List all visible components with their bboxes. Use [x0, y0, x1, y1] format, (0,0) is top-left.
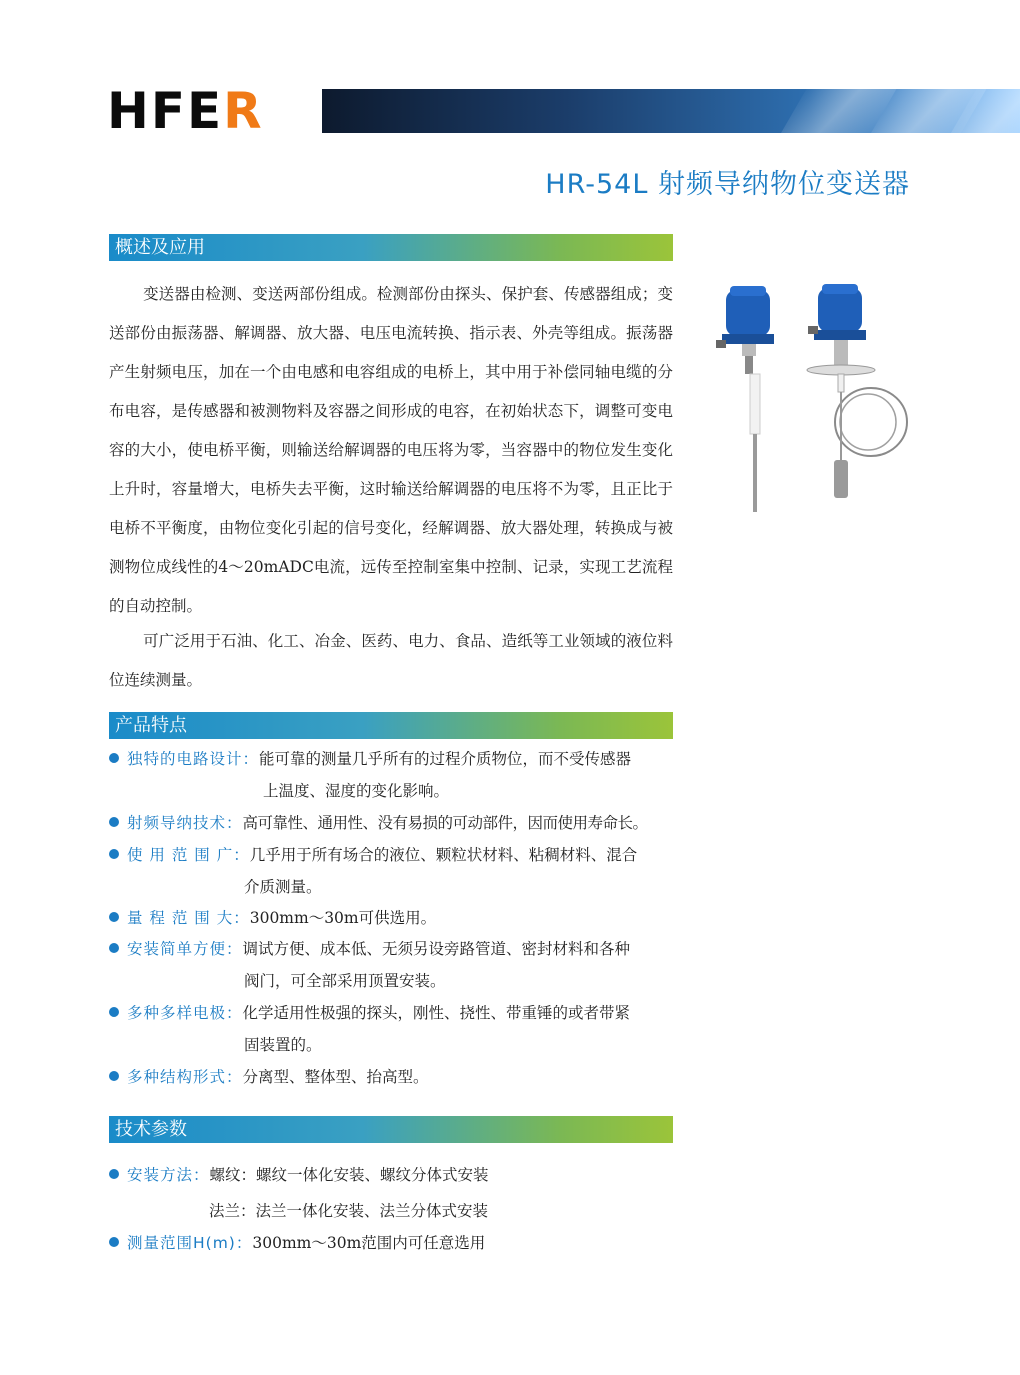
logo-text-orange: R [223, 82, 264, 140]
bullet-icon [109, 849, 119, 859]
feature-item: 多种多样电极：化学适用性极强的探头，刚性、挠性、带重锤的或者带紧 固装置的。 [109, 997, 673, 1061]
overview-paragraph-2: 可广泛用于石油、化工、冶金、医药、电力、食品、造纸等工业领域的液位料位连续测量。 [109, 632, 673, 689]
feature-item: 使 用 范 围 广：几乎用于所有场合的液位、颗粒状材料、粘稠材料、混合 介质测量。 [109, 839, 673, 903]
bullet-icon [109, 1237, 119, 1247]
product-title: HR-54L 射频导纳物位变送器 [545, 169, 910, 200]
overview-paragraph-1: 变送器由检测、变送两部份组成。检测部份由探头、保护套、传感器组成；变送部份由振荡器、解调器、放大器、电压电流转换、指示表、外壳等组成。振荡器产生射频电压，加在一个由电感和电容组成的电桥上，其中用于补偿同轴电缆的分布电容，是传感器和被测物料及容器之间形成的电容，在初始状态下，调整可变电容的大小，使电桥平衡，则输送给解调器的电压将为零，当容器中的物位发生变化上升时，容量增大，电桥失去平衡，这时输送给解调器的电压将不为零，且正比于电桥不平衡度，由物位变化引起的信号变化，经解调器、放大器处理，转换成与被测物位成线性的4～20mADC电流，远传至控制室集中控制、记录，实现工艺流程的自动控制。 [109, 285, 673, 615]
spec-measure-range: 测量范围H(m)：300mm～30m范围内可任意选用 [109, 1228, 673, 1258]
product-photo [700, 282, 920, 518]
logo-text-dark: HFE [107, 82, 224, 140]
bullet-icon [109, 943, 119, 953]
bullet-icon [109, 1007, 119, 1017]
brand-banner [322, 89, 1020, 133]
rigid-probe-unit [716, 286, 774, 512]
section-header-overview: 概述及应用 [109, 234, 673, 261]
feature-item: 量 程 范 围 大：300mm～30m可供选用。 [109, 902, 673, 934]
company-logo [107, 82, 264, 140]
bullet-icon [109, 1169, 119, 1179]
section-header-features: 产品特点 [109, 712, 673, 739]
feature-item: 安装简单方便：调试方便、成本低、无须另设旁路管道、密封材料和各种 阀门，可全部采用顶置安装。 [109, 933, 673, 997]
bullet-icon [109, 912, 119, 922]
feature-item: 多种结构形式：分离型、整体型、抬高型。 [109, 1061, 673, 1093]
feature-item: 独特的电路设计：能可靠的测量几乎所有的过程介质物位，而不受传感器 上温度、湿度的变化影响。 [109, 743, 673, 807]
section-header-specs: 技术参数 [109, 1116, 673, 1143]
bullet-icon [109, 1071, 119, 1081]
bullet-icon [109, 753, 119, 763]
feature-item: 射频导纳技术：高可靠性、通用性、没有易损的可动部件，因而使用寿命长。 [109, 807, 673, 839]
flexible-probe-unit [807, 284, 907, 498]
bullet-icon [109, 817, 119, 827]
spec-install-method: 安装方法：螺纹：螺纹一体化安装、螺纹分体式安装 法兰：法兰一体化安装、法兰分体式安装 [109, 1157, 673, 1229]
